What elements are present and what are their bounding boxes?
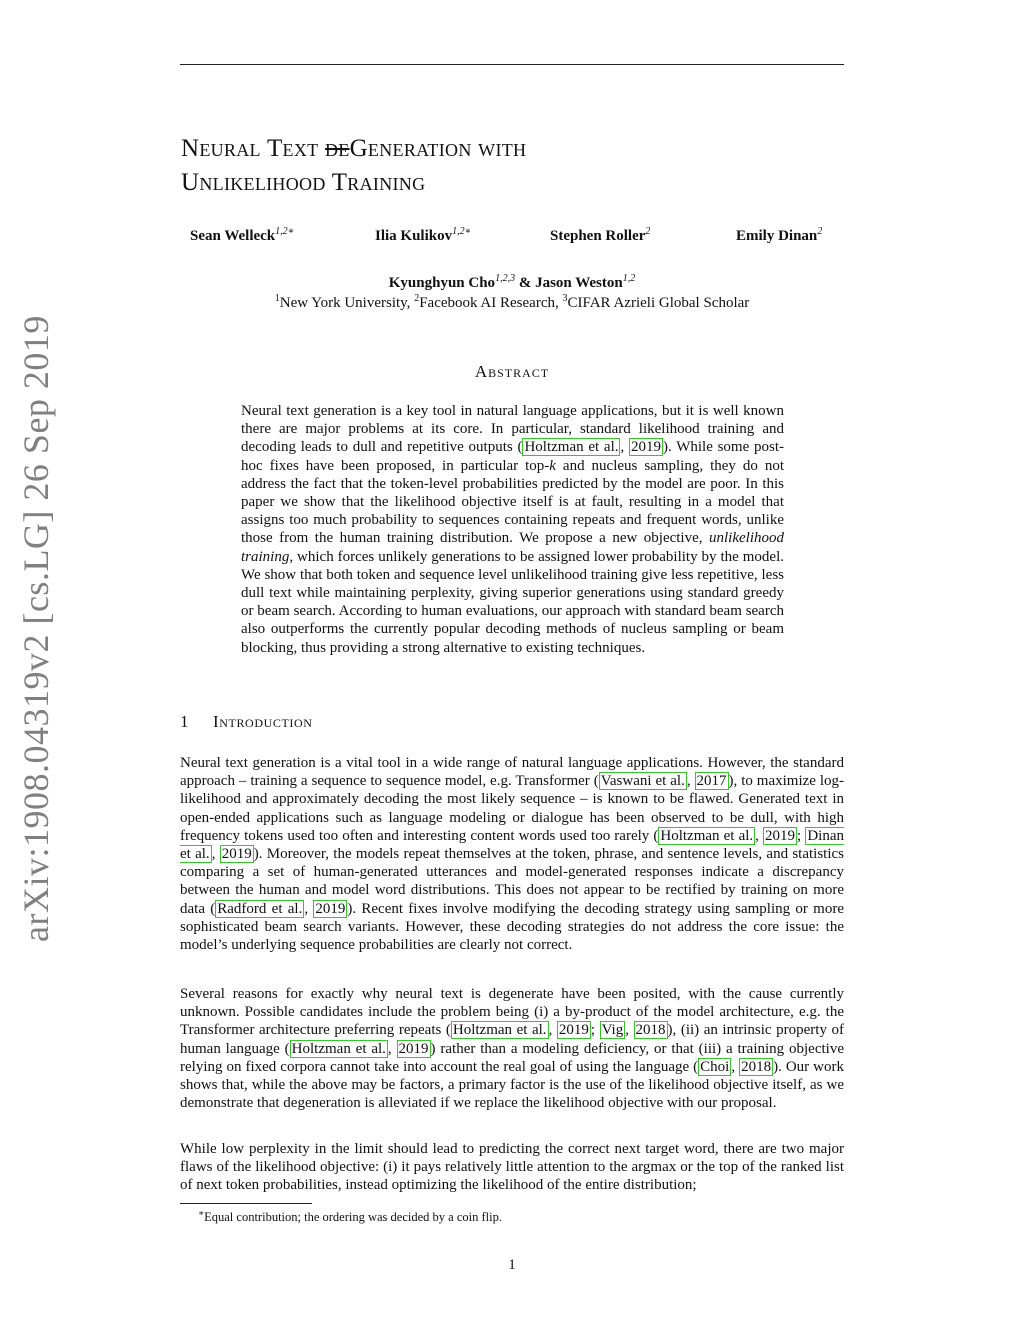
paragraph: Neural text generation is a vital tool in a wide range of natural language applications. However, the standard approach – training a sequence to sequence model, e.g. Transformer ( Vaswani et al. , 2017 ), to maximize log-likelihood and approximately decoding the most likely sequence – is known to be flawed. Generated text in open-ended applications such as language modeling or dialogue has been observed to be dull, with high frequency tokens used too often and interesting content words used too rarely ( Holtzman et al. , 2019 ; Dinan et al. , 2019 ). Moreover, the models repeat themselves at the token, phrase, and sentence levels, and statistics comparing a set of human-generated utterances and model-generated responses indicate a discrepancy between the human and model word distributions. This does not appear to be rectified by training on more data ( Radford et al. , 2019 ). Recent fixes involve modifying the decoding strategy using sampling or more sophisticated beam search variants. However, these decoding strategies do not address the core issue: the model’s underlying sequence probabilities are clearly not correct.	[180, 755, 845, 954]
title-line2: Unlikelihood Training	[181, 169, 426, 196]
citation-link[interactable]: 2018	[635, 1022, 666, 1039]
header-rule	[180, 64, 844, 65]
footnote-rule	[180, 1203, 312, 1204]
author: Jason Weston$^{1,2}$	[535, 273, 636, 291]
citation-link[interactable]: Holtzman et al.	[524, 439, 619, 456]
section-heading: 1 Introduction	[180, 712, 313, 731]
author: Ilia Kulikov$^{1,2∗}$	[375, 226, 472, 244]
title-line1-strike: de	[324, 135, 350, 162]
citation-link[interactable]: Holtzman et al.	[660, 827, 754, 844]
citation-link[interactable]: 2019	[221, 846, 252, 863]
author: Sean Welleck$^{1,2∗}$	[190, 226, 295, 244]
citation-link[interactable]: Radford et al.	[217, 900, 303, 917]
citation-link[interactable]: 2018	[741, 1058, 772, 1075]
author-row-2: Kyunghyun Cho$^{1,2,3}$ & Jason Weston$^{1,2}$	[388, 273, 636, 291]
paragraph: While low perplexity in the limit should lead to predicting the correct next target word, there are two major flaws of the likelihood objective: (i) it pays relatively little attention to the argmax or the top of the ranked list of next token probabilities, instead optimizing the likelihood of the entire distribution;	[180, 1141, 844, 1194]
author: Emily Dinan$^2$	[736, 226, 823, 244]
author: Kyunghyun Cho$^{1,2,3}$	[388, 273, 516, 291]
author-row	[180, 226, 844, 248]
citation-link[interactable]: Dinan et al.	[180, 827, 844, 863]
citation-link[interactable]: Holtzman et al.	[452, 1022, 547, 1039]
abstract-heading: Abstract	[474, 362, 550, 381]
citation-link[interactable]: Vaswani et al.	[600, 773, 685, 790]
citation-link[interactable]: 2019	[315, 900, 346, 917]
citation-link[interactable]: 2019	[630, 439, 661, 456]
author: Stephen Roller$^2$	[550, 226, 651, 244]
title-line1-b: Generation with	[349, 135, 527, 162]
citation-link[interactable]: Holtzman et al.	[291, 1040, 386, 1057]
citation-link[interactable]: Choi	[700, 1058, 730, 1075]
title-line1-a: Neural Text	[181, 135, 325, 162]
affiliations: $^1$New York University, $^2$Facebook AI Research, $^3$CIFAR Azrieli Global Scholar	[274, 293, 750, 311]
footnote: ∗Equal contribution; the ordering was decided by a coin flip.	[198, 1208, 502, 1225]
page-number: 1	[508, 1257, 516, 1273]
abstract-text: Neural text generation is a key tool in natural language applications, but it is well known there are major problems at its core. In particular, standard likelihood training and decoding leads to dull and repetitive outputs ( Holtzman et al. , 2019 ). While some post-hoc fixes have been proposed, in particular top-k and nucleus sampling, they do not address the fact that the token-level probabilities predicted by the model are poor. In this paper we show that the likelihood objective itself is at fault, resulting in a model that assigns too much probability to sequences containing repeats and frequent words, unlike those from the human training distribution. We propose a new objective, unlikelihood training, which forces unlikely generations to be assigned lower probability by the model. We show that both token and sequence level unlikelihood training give less repetitive, less dull text while maintaining perplexity, giving superior generations using standard greedy or beam search. According to human evaluations, our approach with standard beam search also outperforms the currently popular decoding methods of nucleus sampling or beam blocking, thus providing a strong alternative to existing techniques.	[241, 403, 784, 656]
citation-link[interactable]: 2019	[398, 1040, 429, 1057]
citation-link[interactable]: 2019	[765, 827, 796, 844]
citation-link[interactable]: Vig	[601, 1022, 624, 1039]
citation-link[interactable]: 2017	[696, 773, 727, 790]
arxiv-stamp: arXiv:1908.04319v2 [cs.LG] 26 Sep 2019	[16, 315, 56, 942]
paragraph: Several reasons for exactly why neural text is degenerate have been posited, with the cause currently unknown. Possible candidates include the problem being (i) a by-product of the model architecture, e.g. the Transformer architecture preferring repeats ( Holtzman et al. , 2019 ; Vig , 2018 ), (ii) an intrinsic property of human language ( Holtzman et al. , 2019 ) rather than a modeling deficiency, or that (iii) a training objective relying on fixed corpora cannot take into account the real goal of using the language ( Choi , 2018 ). Our work shows that, while the above may be factors, a primary factor is the use of the likelihood objective itself, as we demonstrate that degeneration is alleviated if we replace the likelihood objective with our proposal.	[180, 986, 845, 1112]
paper-title	[181, 132, 841, 200]
citation-link[interactable]: 2019	[558, 1022, 589, 1039]
